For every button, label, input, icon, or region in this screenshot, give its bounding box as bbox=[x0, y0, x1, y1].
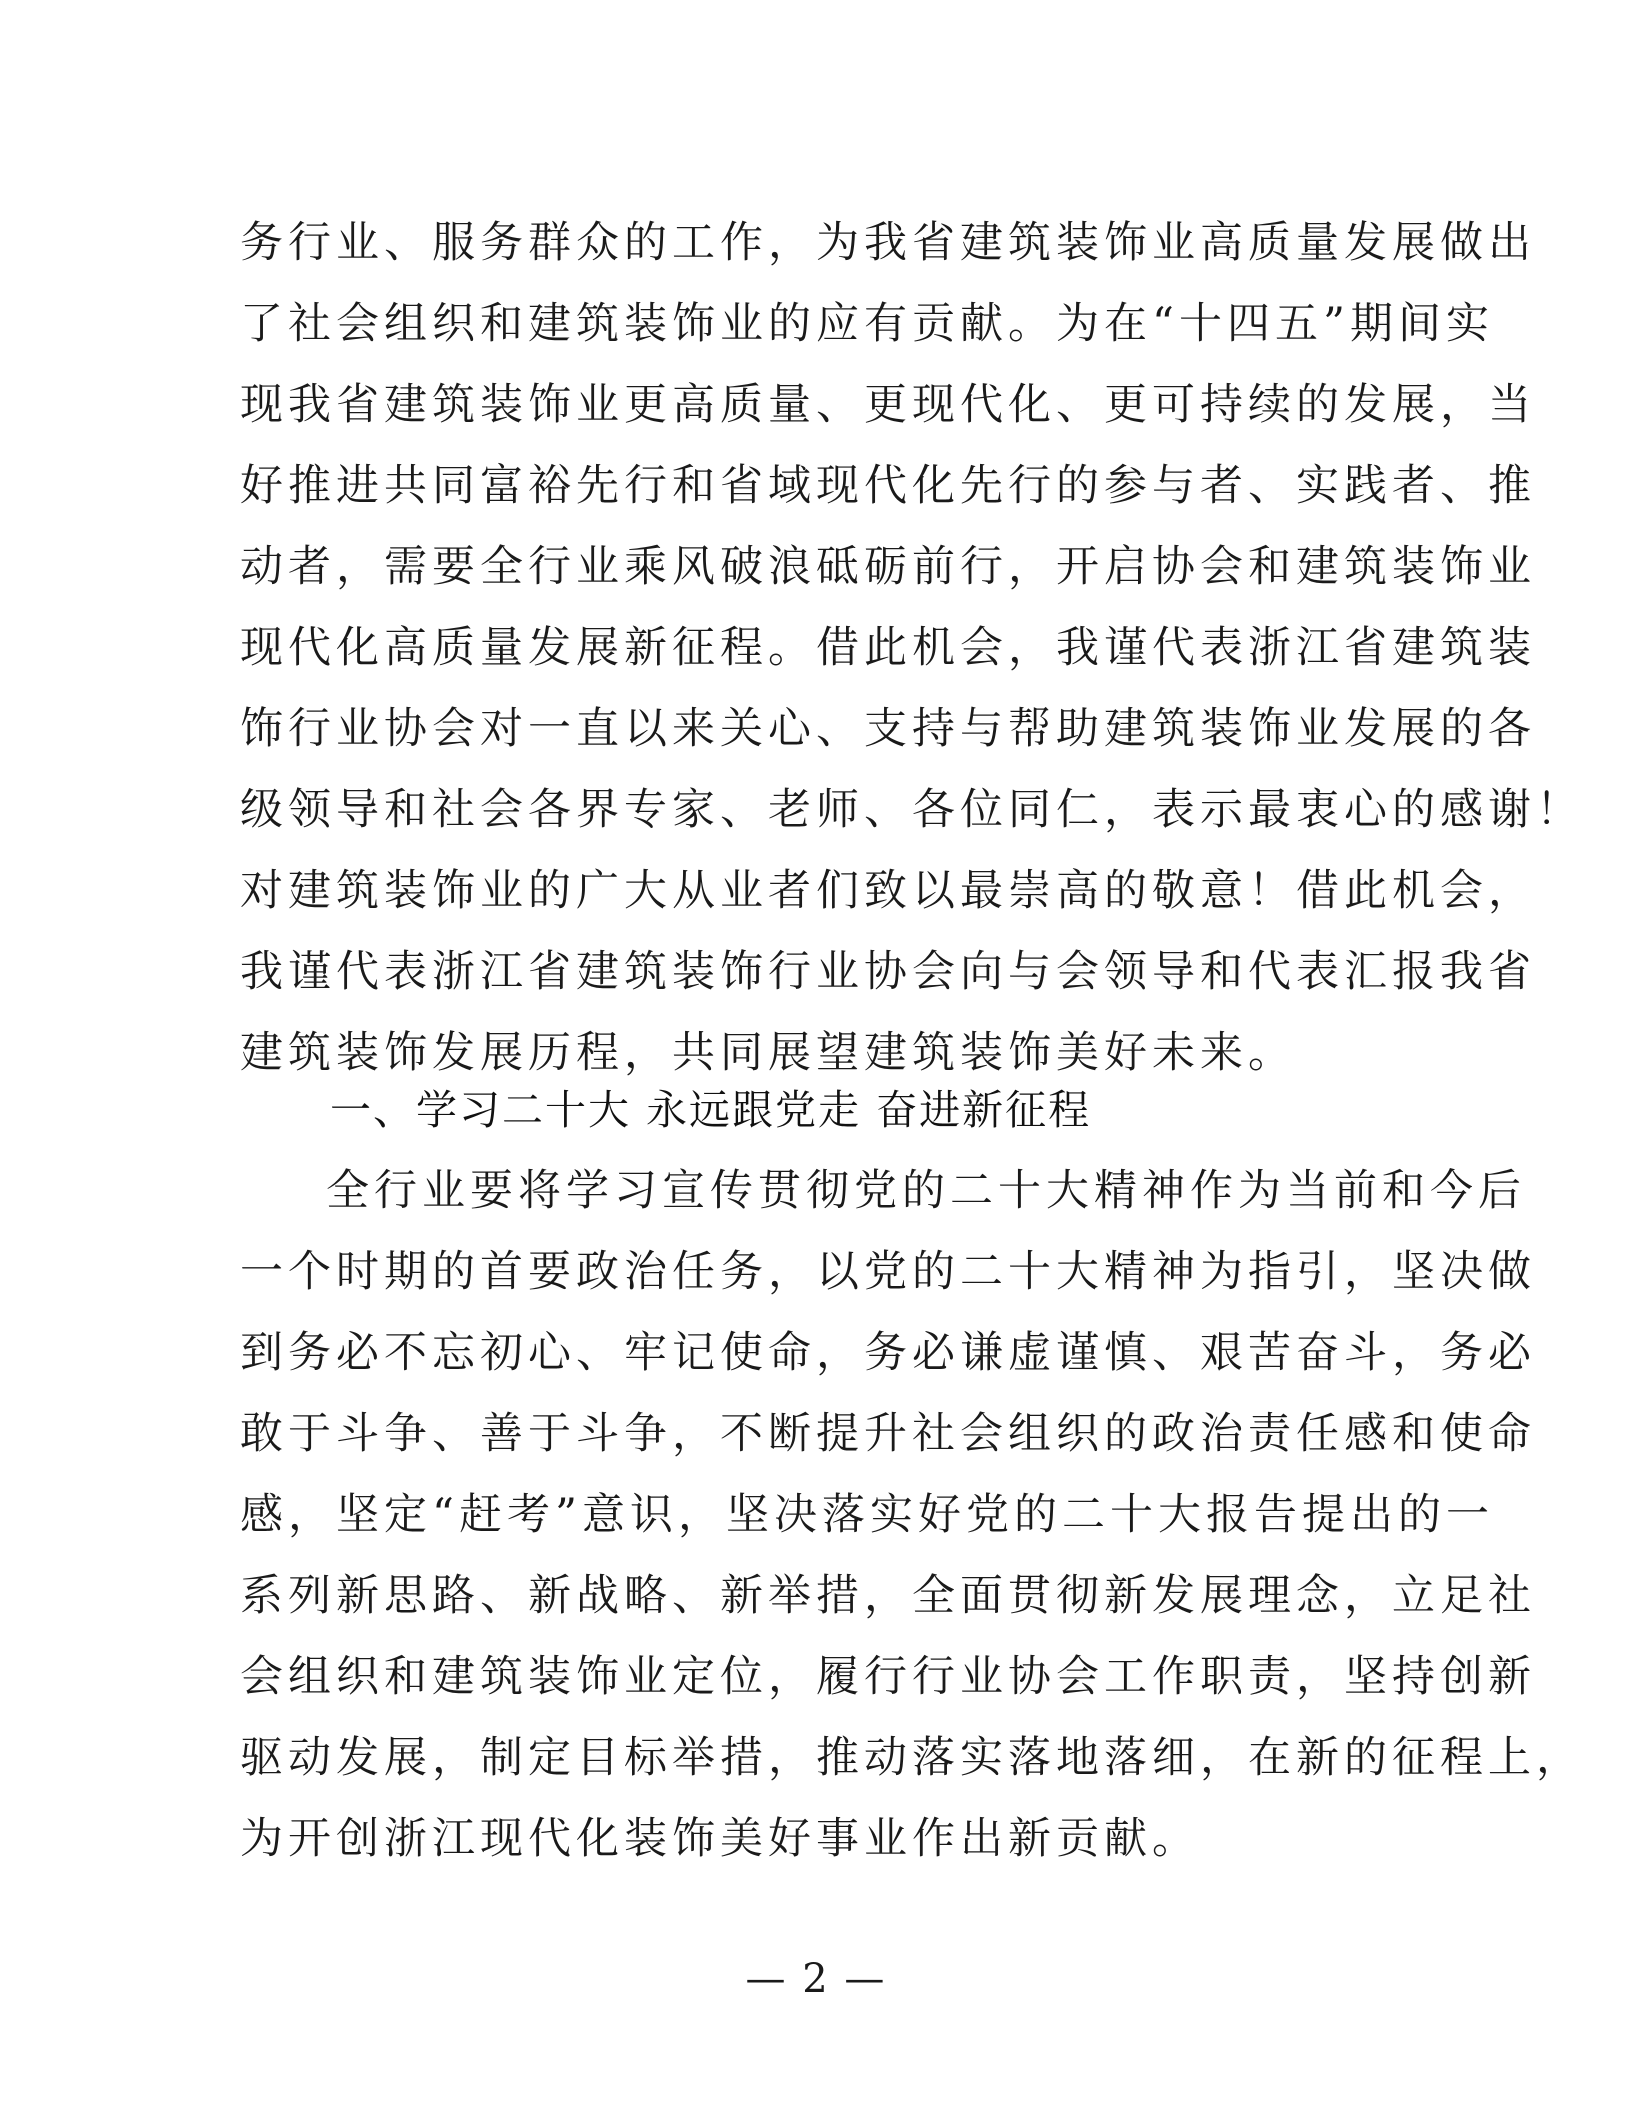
paragraph-2-line-2: 一个时期的首要政治任务，以党的二十大精神为指引，坚决做 bbox=[240, 1247, 1536, 1297]
paragraph-1-line-6: 现代化高质量发展新征程。借此机会，我谨代表浙江省建筑装 bbox=[240, 623, 1536, 673]
paragraph-1-line-4: 好推进共同富裕先行和省域现代化先行的参与者、实践者、推 bbox=[240, 461, 1536, 511]
paragraph-1-line-10: 我谨代表浙江省建筑装饰行业协会向与会领导和代表汇报我省 bbox=[240, 947, 1536, 997]
paragraph-2-line-1: 全行业要将学习宣传贯彻党的二十大精神作为当前和今后 bbox=[326, 1166, 1526, 1216]
paragraph-1-line-5: 动者，需要全行业乘风破浪砥砺前行，开启协会和建筑装饰业 bbox=[240, 542, 1536, 592]
paragraph-2-line-8: 驱动发展，制定目标举措，推动落实落地落细，在新的征程上， bbox=[240, 1733, 1584, 1783]
paragraph-1-line-1: 务行业、服务群众的工作，为我省建筑装饰业高质量发展做出 bbox=[240, 218, 1536, 268]
paragraph-1-line-11: 建筑装饰发展历程，共同展望建筑装饰美好未来。 bbox=[240, 1028, 1296, 1078]
paragraph-2-line-9: 为开创浙江现代化装饰美好事业作出新贡献。 bbox=[240, 1814, 1200, 1864]
paragraph-2-line-6: 系列新思路、新战略、新举措，全面贯彻新发展理念，立足社 bbox=[240, 1571, 1536, 1621]
paragraph-1-line-7: 饰行业协会对一直以来关心、支持与帮助建筑装饰业发展的各 bbox=[240, 704, 1536, 754]
page-number: — 2 — bbox=[745, 1956, 887, 2002]
paragraph-2-line-4: 敢于斗争、善于斗争，不断提升社会组织的政治责任感和使命 bbox=[240, 1409, 1536, 1459]
section-heading: 一、学习二十大 永远跟党走 奋进新征程 bbox=[330, 1086, 1092, 1134]
paragraph-1-line-3: 现我省建筑装饰业更高质量、更现代化、更可持续的发展，当 bbox=[240, 380, 1536, 430]
paragraph-2-line-5: 感，坚定“赶考”意识，坚决落实好党的二十大报告提出的一 bbox=[240, 1490, 1494, 1540]
paragraph-2-line-3: 到务必不忘初心、牢记使命，务必谦虚谨慎、艰苦奋斗，务必 bbox=[240, 1328, 1536, 1378]
paragraph-2-line-7: 会组织和建筑装饰业定位，履行行业协会工作职责，坚持创新 bbox=[240, 1652, 1536, 1702]
paragraph-1-line-2: 了社会组织和建筑装饰业的应有贡献。为在“十四五”期间实 bbox=[240, 299, 1494, 349]
paragraph-1-line-8: 级领导和社会各界专家、老师、各位同仁，表示最衷心的感谢！ bbox=[240, 785, 1584, 835]
paragraph-1-line-9: 对建筑装饰业的广大从业者们致以最崇高的敬意！借此机会， bbox=[240, 866, 1536, 916]
